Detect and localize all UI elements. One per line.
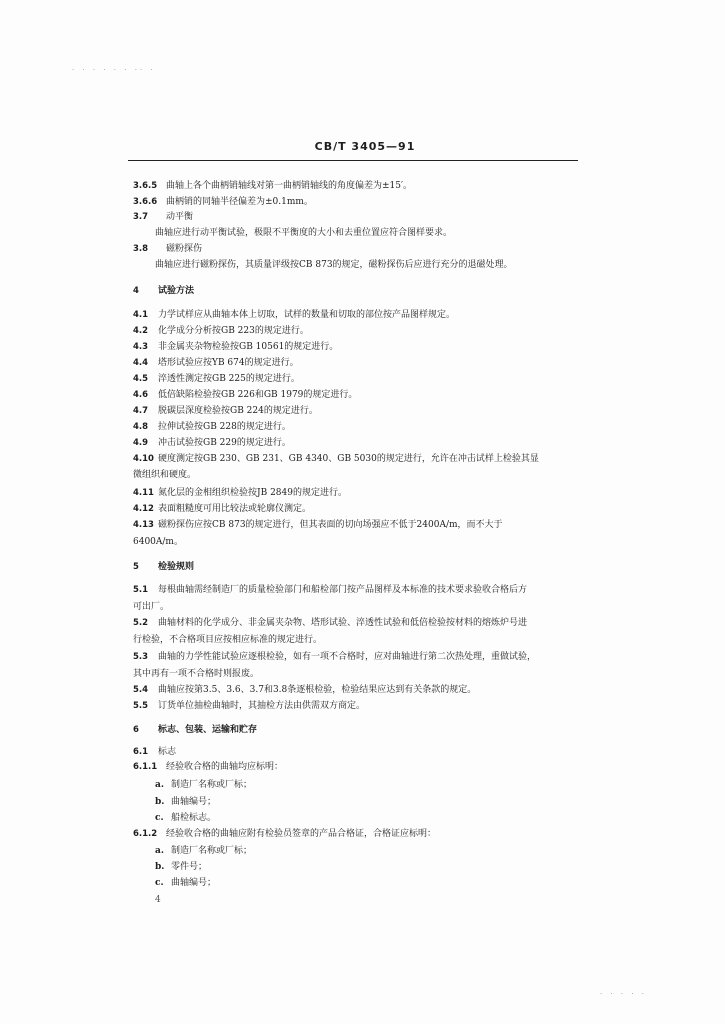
clause-number: 5.1 (133, 585, 149, 595)
clause-5-2 (133, 617, 527, 629)
clause-6-1-2-b (155, 861, 207, 873)
clause-number: 3.6.6 (133, 197, 158, 207)
clause-6-1-1-b (155, 796, 216, 808)
clause-4-10-continued (133, 469, 196, 481)
clause-4-2 (133, 325, 309, 337)
clause-4-6 (133, 389, 357, 401)
clause-text: 硬度测定按GB 230、GB 231、GB 4340、GB 5030的规定进行，允许在冲击试样上检验其显 (158, 454, 539, 464)
clause-text: 微组织和硬度。 (133, 470, 197, 480)
list-text: 船检标志。 (171, 813, 217, 823)
clause-number: 4.1 (133, 310, 149, 320)
clause-3-6-6 (133, 196, 313, 208)
clause-4-10 (133, 453, 539, 465)
list-text: 曲轴编号； (171, 797, 217, 807)
list-text: 制造厂名称或厂标； (171, 846, 253, 856)
clause-5-2-continued (133, 634, 322, 646)
clause-number: 6.1.2 (133, 829, 158, 839)
clause-text: 曲轴上各个曲柄销轴线对第一曲柄销轴线的角度偏差为±15′。 (166, 181, 413, 191)
clause-4-7 (133, 405, 318, 417)
clause-text: 塔形试验应按YB 674的规定进行。 (158, 358, 299, 368)
clause-4-8 (133, 421, 291, 433)
clause-title: 磁粉探伤 (166, 244, 203, 254)
clause-text: 行检验，不合格项目应按相应标准的规定进行。 (133, 635, 323, 645)
clause-text: 力学试样应从曲轴本体上切取，试样的数量和切取的部位按产品图样规定。 (158, 310, 456, 320)
clause-5-3-continued (133, 668, 259, 680)
list-label: b. (155, 862, 165, 872)
clause-number: 4.3 (133, 342, 149, 352)
clause-5-1 (133, 584, 527, 596)
section-6-heading (133, 724, 257, 736)
standard-code: CB/T 3405—91 (314, 140, 416, 153)
section-4-heading (133, 285, 194, 297)
clause-4-1 (133, 309, 455, 321)
footer-mark-text: 4 (155, 895, 161, 905)
clause-text: 曲轴应按第3.5、3.6、3.7和3.8条逐根检验，检验结果应达到有关条款的规定。 (158, 685, 477, 695)
scan-speckle-bottom: · · · · · (600, 990, 648, 998)
clause-6-1-2-a (155, 845, 252, 857)
clause-4-13-continued (133, 536, 183, 548)
clause-text: 化学成分分析按GB 223的规定进行。 (158, 326, 309, 336)
clause-number: 4.5 (133, 374, 149, 384)
clause-3-7-text (155, 227, 452, 239)
clause-text: 曲轴材料的化学成分、非金属夹杂物、塔形试验、淬透性试验和低倍检验按材料的熔炼炉号进 (158, 618, 528, 628)
list-label: a. (155, 780, 164, 790)
clause-6-1-1-a (155, 779, 252, 791)
clause-number: 4.10 (133, 454, 154, 464)
clause-3-7-heading (133, 211, 193, 223)
clause-title: 动平衡 (166, 212, 194, 222)
list-text: 曲轴编号； (171, 878, 217, 888)
list-label: b. (155, 797, 165, 807)
clause-text: 淬透性测定按GB 225的规定进行。 (158, 374, 300, 384)
clause-6-1-1 (133, 761, 283, 773)
clause-number: 4.2 (133, 326, 149, 336)
clause-4-9 (133, 437, 291, 449)
clause-number: 4.7 (133, 406, 149, 416)
clause-number: 3.8 (133, 244, 149, 254)
clause-text: 低倍缺陷检验按GB 226和GB 1979的规定进行。 (158, 390, 358, 400)
section-number: 4 (133, 286, 139, 296)
clause-text: 拉伸试验按GB 228的规定进行。 (158, 422, 291, 432)
clause-5-5 (133, 700, 365, 712)
clause-5-1-continued (133, 601, 169, 613)
clause-5-4 (133, 684, 476, 696)
clause-6-1-2-c (155, 877, 216, 889)
clause-4-4 (133, 357, 299, 369)
clause-4-11 (133, 487, 347, 499)
clause-text: 曲轴应进行磁粉探伤，其质量评级按CB 873的规定，磁粉探伤后应进行充分的退磁处理。 (155, 260, 513, 270)
clause-text: 氮化层的金相组织检验按JB 2849的规定进行。 (158, 488, 347, 498)
section-title: 检验规则 (158, 562, 195, 572)
clause-number: 4.13 (133, 520, 154, 530)
list-text: 制造厂名称或厂标； (171, 780, 253, 790)
clause-4-12 (133, 503, 311, 515)
clause-number: 3.6.5 (133, 181, 158, 191)
clause-text: 非金属夹杂物检验按GB 10561的规定进行。 (158, 342, 339, 352)
clause-title: 标志 (158, 747, 177, 757)
clause-text: 曲柄销的同轴半径偏差为±0.1mm。 (166, 197, 313, 207)
clause-text: 每根曲轴需经制造厂的质量检验部门和船检部门按产品图样及本标准的技术要求验收合格后方 (158, 585, 528, 595)
clause-number: 4.6 (133, 390, 149, 400)
clause-text: 经验收合格的曲轴均应标明： (166, 762, 284, 772)
section-title: 标志、包装、运输和贮存 (158, 725, 258, 735)
clause-number: 4.9 (133, 438, 149, 448)
clause-4-13 (133, 519, 503, 531)
clause-6-1-2 (133, 828, 436, 840)
list-label: c. (155, 813, 164, 823)
clause-4-3 (133, 341, 338, 353)
clause-text: 脱碳层深度检验按GB 224的规定进行。 (158, 406, 318, 416)
clause-5-3 (133, 651, 536, 663)
section-number: 5 (133, 562, 139, 572)
clause-number: 5.2 (133, 618, 149, 628)
clause-text: 6400A/m。 (133, 537, 183, 547)
clause-number: 5.3 (133, 652, 149, 662)
scan-speckle-top: · · · · · · ·· · (72, 66, 156, 74)
clause-number: 5.4 (133, 685, 149, 695)
clause-number: 3.7 (133, 212, 149, 222)
clause-text: 可出厂。 (133, 602, 170, 612)
clause-text: 订货单位抽检曲轴时，其抽检方法由供需双方商定。 (158, 701, 366, 711)
clause-text: 磁粉探伤应按CB 873的规定进行，但其表面的切向场强应不低于2400A/m，而不大于 (158, 520, 503, 530)
clause-text: 曲轴应进行动平衡试验，极限不平衡度的大小和去重位置应符合图样要求。 (155, 228, 453, 238)
clause-text: 冲击试验按GB 229的规定进行。 (158, 438, 291, 448)
section-5-heading (133, 561, 194, 573)
clause-3-8-heading (133, 243, 202, 255)
clause-6-1 (133, 746, 176, 758)
clause-6-1-1-c (155, 812, 216, 824)
section-title: 试验方法 (158, 286, 195, 296)
clause-number: 5.5 (133, 701, 149, 711)
clause-number: 6.1.1 (133, 762, 158, 772)
clause-3-8-text (155, 259, 513, 271)
header-rule (128, 160, 578, 161)
clause-number: 4.4 (133, 358, 149, 368)
list-text: 零件号； (171, 862, 208, 872)
clause-number: 6.1 (133, 747, 149, 757)
clause-text: 其中再有一项不合格时则报废。 (133, 669, 260, 679)
clause-text: 曲轴的力学性能试验应逐根检验，如有一项不合格时，应对曲轴进行第二次热处理，重做试验， (158, 652, 537, 662)
list-label: a. (155, 846, 164, 856)
clause-number: 4.12 (133, 504, 154, 514)
section-number: 6 (133, 725, 139, 735)
clause-text: 经验收合格的曲轴应附有检验员签章的产品合格证，合格证应标明： (166, 829, 437, 839)
clause-3-6-5 (133, 180, 412, 192)
clause-number: 4.8 (133, 422, 149, 432)
clause-text: 表面粗糙度可用比较法或轮廓仪测定。 (158, 504, 312, 514)
clause-number: 4.11 (133, 488, 154, 498)
clause-4-5 (133, 373, 300, 385)
list-label: c. (155, 878, 164, 888)
page-footer-mark (155, 894, 161, 906)
